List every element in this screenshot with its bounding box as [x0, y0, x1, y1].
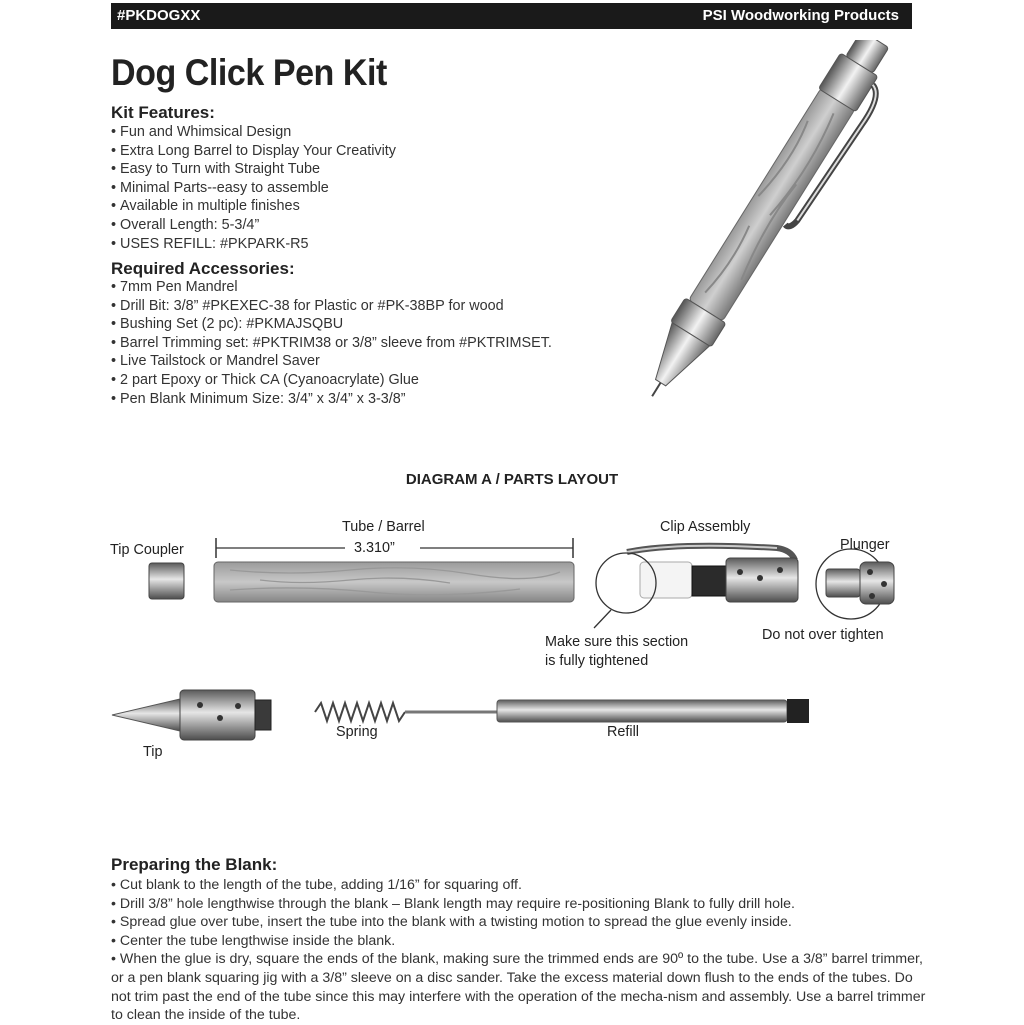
tube-barrel-label: Tube / Barrel — [342, 519, 425, 535]
diagram-title: DIAGRAM A / PARTS LAYOUT — [405, 471, 619, 488]
list-item: • Cut blank to the length of the tube, adding 1/16” for squaring off. — [111, 876, 926, 895]
plunger-part — [816, 549, 894, 619]
kit-features-list — [111, 123, 396, 253]
tube-length-label: 3.310” — [354, 540, 395, 556]
clip-assembly-label: Clip Assembly — [660, 519, 751, 535]
tube-barrel-part — [214, 562, 574, 602]
list-item: • Drill 3/8” hole lengthwise through the blank – Blank length may require re-positioning Blank to fully drill hole. — [111, 895, 926, 914]
plunger-label: Plunger — [840, 537, 890, 553]
list-item: • Center the tube lengthwise inside the blank. — [111, 932, 926, 951]
list-item: • Overall Length: 5-3/4” — [111, 216, 396, 235]
tip-label: Tip — [143, 744, 163, 760]
clip-assembly-part — [594, 546, 798, 628]
header-bar — [111, 3, 912, 29]
kit-features-heading: Kit Features: — [111, 103, 215, 122]
list-item: • Fun and Whimsical Design — [111, 123, 396, 142]
list-item: • Barrel Trimming set: #PKTRIM38 or 3/8” sleeve from #PKTRIMSET. — [111, 334, 552, 353]
assembled-pen-image — [596, 40, 916, 420]
list-item: • Bushing Set (2 pc): #PKMAJSQBU — [111, 315, 552, 334]
preparing-heading: Preparing the Blank: — [111, 855, 278, 874]
sku-label: #PKDOGXX — [117, 7, 201, 24]
accessories-list — [111, 278, 552, 408]
list-item: • 7mm Pen Mandrel — [111, 278, 552, 297]
list-item: • Drill Bit: 3/8” #PKEXEC-38 for Plastic or #PK-38BP for wood — [111, 297, 552, 316]
spring-part — [315, 703, 405, 721]
list-item: • Minimal Parts--easy to assemble — [111, 179, 396, 198]
list-item: • Live Tailstock or Mandrel Saver — [111, 352, 552, 371]
tip-part — [112, 690, 271, 740]
tighten-note-line-2: is fully tightened — [545, 653, 649, 669]
tip-coupler-part — [149, 563, 184, 599]
brand-label: PSI Woodworking Products — [702, 7, 899, 24]
tip-coupler-label: Tip Coupler — [110, 542, 184, 558]
list-item: • Available in multiple finishes — [111, 197, 396, 216]
list-item: • 2 part Epoxy or Thick CA (Cyanoacrylate) Glue — [111, 371, 552, 390]
tighten-note-line-1: Make sure this section — [545, 634, 689, 650]
refill-part — [405, 699, 809, 723]
list-item: • USES REFILL: #PKPARK-R5 — [111, 235, 396, 254]
list-item: • When the glue is dry, square the ends of the blank, making sure the trimmed ends are 90º to the tube. Use a 3/8” barrel trimmer, or a pen blank squaring jig with a 3/8” sleeve on a disc sander. Take the excess material down flush to the ends of the tubes. Do not trim past the end of the tube since this may interfere with the operation of the mecha-nism and assembly. Use a barrel trimmer to clean the inside of the tube. — [111, 950, 926, 1024]
over-tighten-note: Do not over tighten — [762, 627, 884, 643]
list-item: • Extra Long Barrel to Display Your Creativity — [111, 142, 396, 161]
list-item: • Pen Blank Minimum Size: 3/4” x 3/4” x 3-3/8” — [111, 390, 552, 409]
preparing-list — [111, 876, 926, 1025]
refill-label: Refill — [607, 724, 639, 740]
accessories-heading: Required Accessories: — [111, 259, 295, 278]
spring-label: Spring — [336, 724, 378, 740]
page-title: Dog Click Pen Kit — [111, 52, 387, 93]
list-item: • Easy to Turn with Straight Tube — [111, 160, 396, 179]
list-item: • Spread glue over tube, insert the tube into the blank with a twisting motion to spread the glue evenly inside. — [111, 913, 926, 932]
